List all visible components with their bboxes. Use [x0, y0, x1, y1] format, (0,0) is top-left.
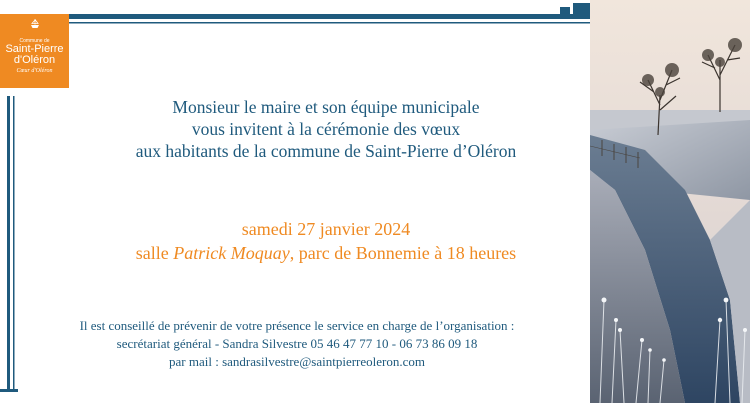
contact-info [16, 317, 578, 371]
venue-prefix: salle [135, 243, 174, 263]
invitation-line-1: Monsieur le maire et son équipe municipale [172, 97, 480, 117]
contact-line-2: secrétariat général - Sandra Silvestre 05 46 47 77 10 - 06 73 86 09 18 [116, 336, 478, 351]
event-date: samedi 27 janvier 2024 [241, 219, 411, 239]
landscape-photo [590, 0, 750, 403]
contact-email: par mail : sandrasilvestre@saintpierreoleron.com [169, 354, 425, 369]
logo [0, 14, 69, 88]
event-venue [66, 241, 586, 265]
venue-suffix: , parc de Bonnemie à 18 heures [289, 243, 517, 263]
ship-icon [30, 18, 40, 29]
frosty-marsh-image [590, 0, 750, 403]
contact-line-1: Il est conseillé de prévenir de votre présence le service en charge de l’organisation : [79, 318, 515, 333]
event-details [66, 217, 586, 265]
invitation-line-2: vous invitent à la cérémonie des vœux [191, 119, 461, 139]
logo-subtitle: Cœur d'Oléron [16, 68, 53, 74]
invitation-text [66, 96, 586, 162]
logo-top-text: Commune de [19, 38, 50, 44]
venue-name: Patrick Moquay [173, 243, 290, 263]
invitation-line-3: aux habitants de la commune de Saint-Pierre d’Oléron [135, 141, 517, 161]
logo-name [0, 44, 69, 66]
logo-name-line2: d'Oléron [13, 54, 56, 66]
logo-name-line1: Saint-Pierre [5, 43, 64, 55]
